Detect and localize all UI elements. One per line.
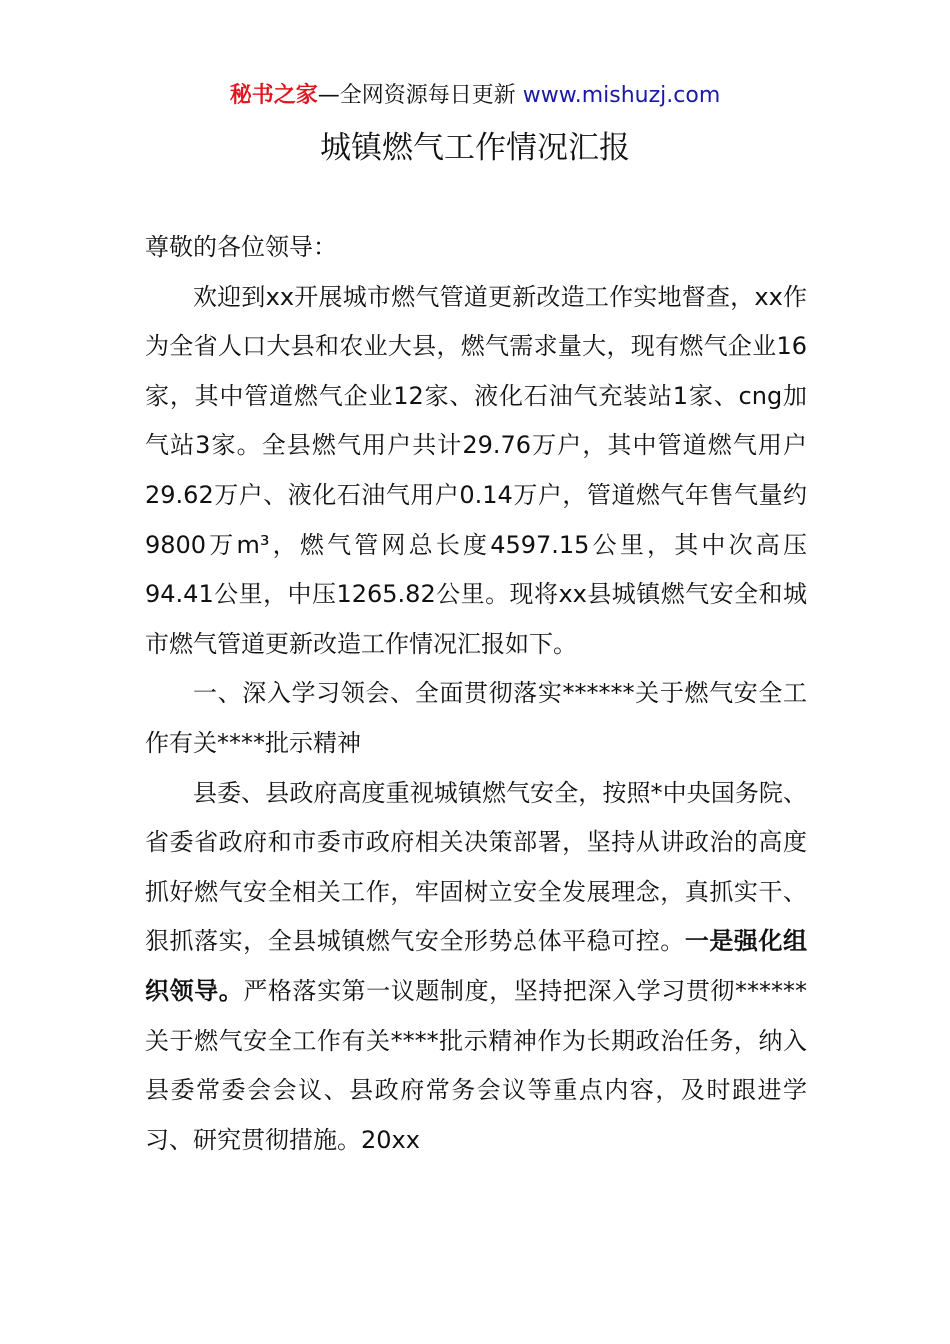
document-title: 城镇燃气工作情况汇报 bbox=[320, 130, 630, 166]
site-brand: 秘书之家 bbox=[229, 83, 318, 108]
site-url-link[interactable]: www.mishuzj.com bbox=[522, 83, 721, 108]
section-heading: 一、深入学习领会、全面贯彻落实******关于燃气安全工作有关****批示精神 bbox=[145, 679, 807, 757]
paragraph-text-continued: 严格落实第一议题制度，坚持把深入学习贯彻******关于燃气安全工作有关****批示精神作为长期政治任务，纳入县委常委会会议、县政府常务会议等重点内容，及时跟进学习、研究贯彻措施。20xx bbox=[145, 976, 808, 1154]
intro-paragraph: 欢迎到xx开展城市燃气管道更新改造工作实地督查，xx作为全省人口大县和农业大县，燃气需求量大，现有燃气企业16家，其中管道燃气企业12家、液化石油气充装站1家、cng加气站3家。全县燃气用户共计29.76万户，其中管道燃气用户29.62万户、液化石油气用户0.14万户，管道燃气年售气量约9800万m³，燃气管网总长度4597.15公里，其中次高压94.41公里，中压1265.82公里。现将xx县城镇燃气安全和城市燃气管道更新改造工作情况汇报如下。 bbox=[145, 282, 807, 658]
site-tagline: —全网资源每日更新 bbox=[317, 83, 523, 108]
document-body bbox=[145, 223, 807, 1165]
site-banner bbox=[0, 80, 950, 112]
paragraph-text: 县委、县政府高度重视城镇燃气安全，按照*中央国务院、省委省政府和市委市政府相关决策部署，坚持从讲政治的高度抓好燃气安全相关工作，牢固树立安全发展理念，真抓实干、狠抓落实，全县城镇燃气安全形势总体平稳可控。 bbox=[145, 778, 807, 956]
bold-lead-text: 一是强化组织领导。 bbox=[145, 927, 808, 1005]
section-paragraph bbox=[145, 769, 807, 1166]
salutation: 尊敬的各位领导： bbox=[145, 233, 337, 261]
